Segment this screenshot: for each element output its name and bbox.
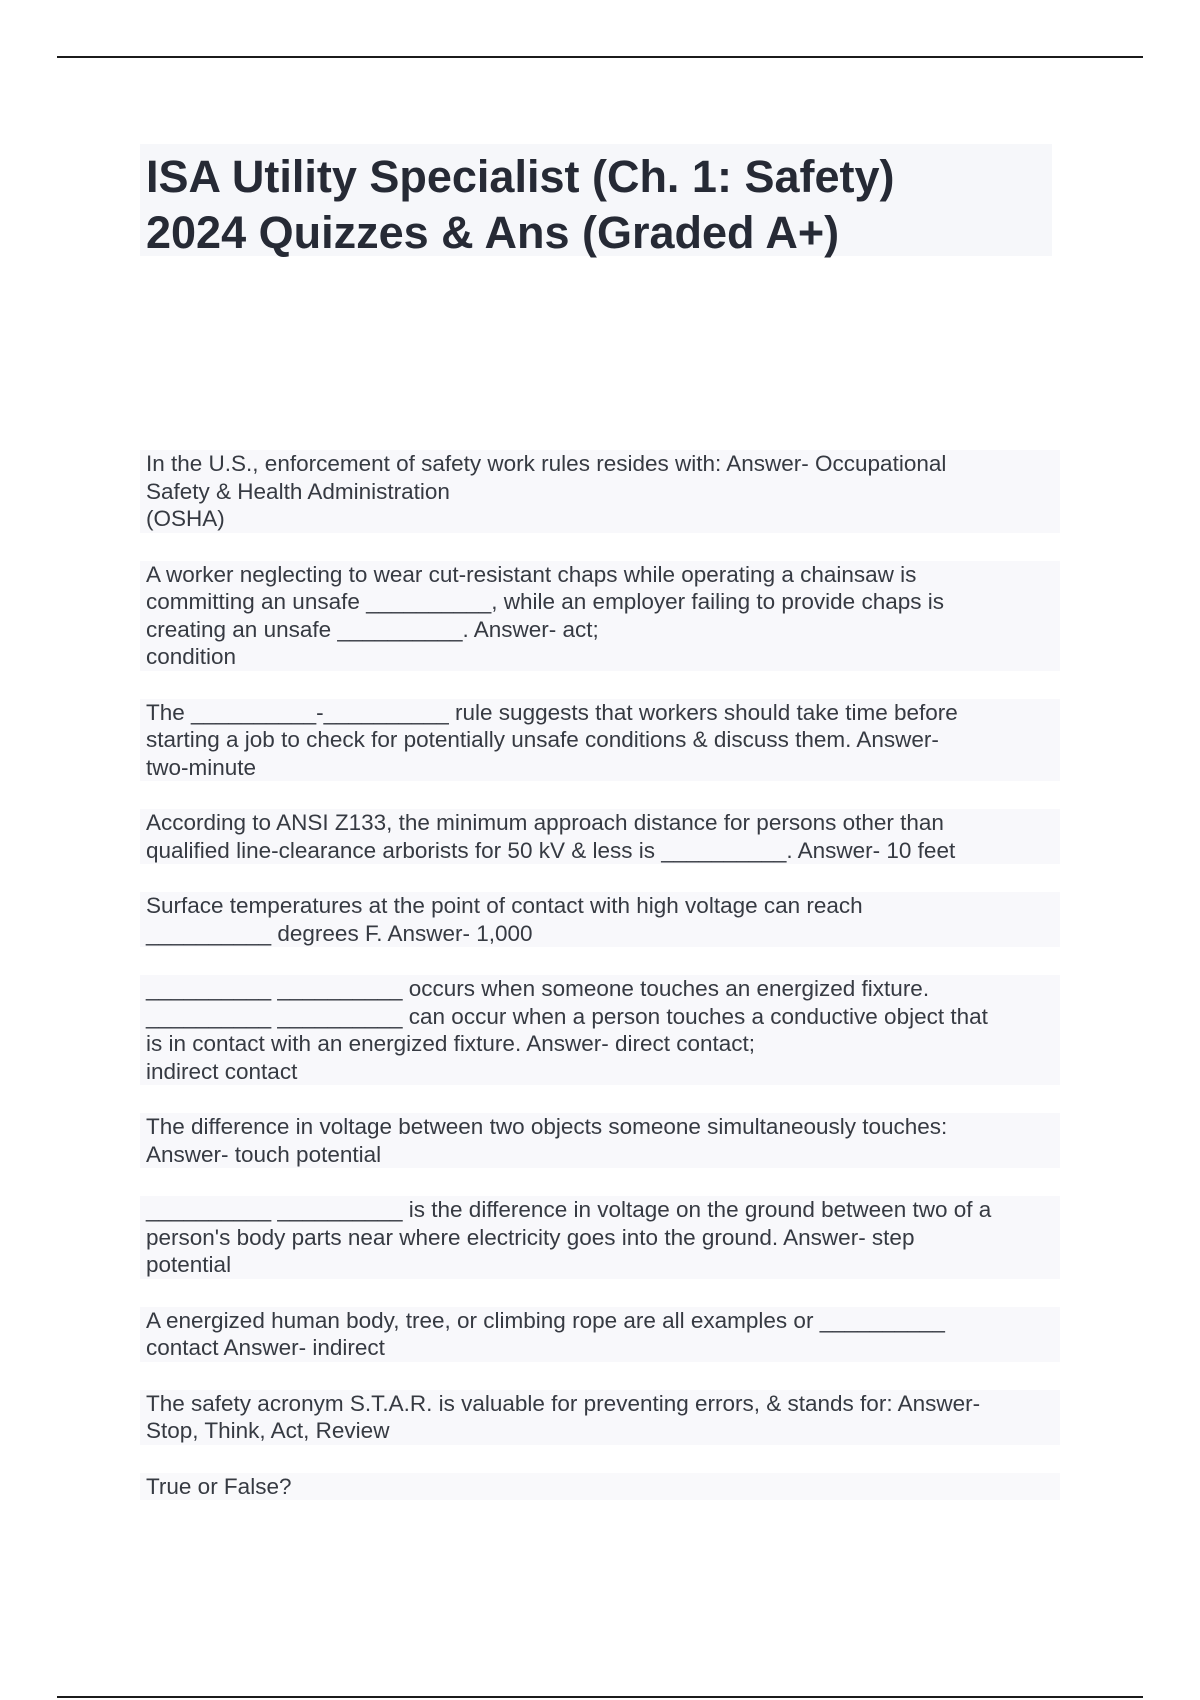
qa-item-two-minute (140, 699, 1060, 782)
qa-line: According to ANSI Z133, the minimum approach distance for persons other than (146, 810, 944, 835)
title-line-2: 2024 Quizzes & Ans (Graded A+) (146, 207, 840, 258)
qa-line: indirect contact (146, 1058, 298, 1084)
qa-line: two-minute (146, 754, 257, 780)
qa-item-approach-distance (140, 809, 1060, 864)
qa-line: is in contact with an energized fixture. Answer- direct contact; (146, 1031, 756, 1056)
qa-item-unsafe-act (140, 561, 1060, 671)
qa-line: potential (146, 1252, 232, 1277)
qa-item-true-or-false (140, 1473, 1060, 1501)
qa-line: __________ __________ occurs when someone touches an energized fixture. (146, 976, 930, 1001)
qa-line: True or False? (146, 1473, 292, 1499)
qa-line: starting a job to check for potentially unsafe conditions & discuss them. Answer- (146, 727, 939, 752)
qa-item-star-acronym (140, 1390, 1060, 1445)
qa-item-touch-potential (140, 1113, 1060, 1168)
qa-list (140, 450, 1060, 1528)
qa-line: Safety & Health Administration (146, 478, 450, 504)
qa-line: __________ degrees F. Answer- 1,000 (146, 920, 533, 946)
top-rule (57, 56, 1143, 58)
qa-line: contact Answer- indirect (146, 1335, 385, 1360)
document-title (140, 144, 1052, 256)
qa-line: Stop, Think, Act, Review (146, 1418, 390, 1443)
qa-line: condition (146, 644, 237, 669)
qa-line: The difference in voltage between two objects someone simultaneously touches: (146, 1114, 948, 1139)
qa-line: Surface temperatures at the point of contact with high voltage can reach (146, 893, 863, 918)
qa-line: qualified line-clearance arborists for 50 kV & less is __________. Answer- 10 feet (146, 837, 956, 863)
qa-line: creating an unsafe __________. Answer- act; (146, 616, 599, 642)
qa-line: The __________-__________ rule suggests that workers should take time before (146, 699, 958, 725)
qa-item-step-potential (140, 1196, 1060, 1279)
qa-line: The safety acronym S.T.A.R. is valuable for preventing errors, & stands for: Answer- (146, 1390, 981, 1416)
qa-line: committing an unsafe __________, while an employer failing to provide chaps is (146, 589, 944, 614)
qa-line: In the U.S., enforcement of safety work rules resides with: Answer- Occupational (146, 451, 947, 476)
qa-line: person's body parts near where electricity goes into the ground. Answer- step (146, 1224, 915, 1250)
qa-item-osha (140, 450, 1060, 533)
qa-line: __________ __________ is the difference in voltage on the ground between two of a (146, 1197, 992, 1222)
qa-item-direct-contact (140, 975, 1060, 1085)
qa-line: A worker neglecting to wear cut-resistant chaps while operating a chainsaw is (146, 561, 917, 587)
qa-line: __________ __________ can occur when a person touches a conductive object that (146, 1003, 988, 1029)
title-line-1: ISA Utility Specialist (Ch. 1: Safety) (146, 151, 895, 202)
qa-line: Answer- touch potential (146, 1141, 382, 1167)
qa-item-surface-temperature (140, 892, 1060, 947)
qa-line: (OSHA) (146, 506, 225, 531)
qa-line: A energized human body, tree, or climbing rope are all examples or __________ (146, 1307, 945, 1333)
qa-item-indirect-contact (140, 1307, 1060, 1362)
bottom-rule (57, 1696, 1143, 1698)
